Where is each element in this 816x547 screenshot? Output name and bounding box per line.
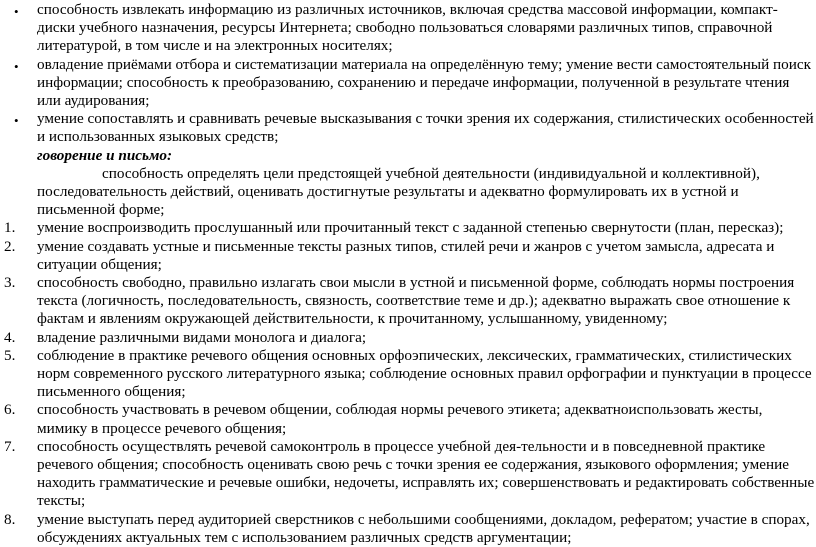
bullet-line: и использованных языковых средств; bbox=[37, 128, 279, 146]
list-number: 5. bbox=[4, 346, 16, 364]
bullet-marker: • bbox=[14, 113, 19, 129]
list-item-line: соблюдение в практике речевого общения основных орфоэпических, лексических, грамматических, стилистических bbox=[37, 346, 792, 364]
bullet-marker: • bbox=[14, 4, 19, 19]
bullet-line: информации; способность к преобразованию, сохранению и передаче информации, полученной в результате чтения bbox=[37, 73, 790, 91]
list-item-line: норм современного русского литературного языка; соблюдение основных правил орфографии и пунктуации в процессе bbox=[37, 365, 812, 382]
list-item-line: способность свободно, правильно излагать свои мысли в устной и письменной форме, соблюдать нормы построения bbox=[37, 274, 795, 291]
list-number: 2. bbox=[4, 237, 16, 255]
list-number: 7. bbox=[4, 437, 16, 455]
list-item-line: текста (логичность, последовательность, связность, соответствие теме и др.); адекватно выражать свое отношение к bbox=[37, 292, 791, 310]
list-number: 8. bbox=[4, 510, 16, 528]
list-item-line: тексты; bbox=[37, 492, 86, 510]
subheading: говорение и письмо: bbox=[37, 146, 173, 164]
list-item-line: ситуации общения; bbox=[37, 255, 162, 273]
list-item-line: способность участвовать в речевом общении, соблюдая нормы речевого этикета; адекватноиспользовать жесты, bbox=[37, 401, 763, 419]
list-item-line: мимику в процессе речевого общения; bbox=[37, 419, 287, 437]
list-number: 3. bbox=[4, 274, 16, 291]
list-item-line: способность осуществлять речевой самоконтроль в процессе учебной дея-тельности и в повседневной практике bbox=[37, 437, 766, 455]
bullet-line: способность извлекать информацию из различных источников, включая средства массовой информации, компакт- bbox=[37, 1, 778, 18]
bullet-line: диски учебного назначения, ресурсы Интернета; свободно пользоваться словарями различных типов, справочной bbox=[37, 19, 773, 37]
list-item-line: владение различными видами монолога и диалога; bbox=[37, 328, 367, 346]
list-number: 1. bbox=[4, 219, 16, 237]
list-item-line: письменного общения; bbox=[37, 383, 186, 401]
bullet-line: овладение приёмами отбора и систематизации материала на определённую тему; умение вести самостоятельный поиск bbox=[37, 55, 811, 73]
bullet-line: литературой, в том числе и на электронных носителях; bbox=[37, 37, 393, 55]
list-item-line: умение выступать перед аудиторией сверстников с небольшими сообщениями, докладом, рефератом; участие в спорах, bbox=[37, 510, 810, 528]
bullet-marker: • bbox=[14, 58, 19, 74]
list-item-line: умение создавать устные и письменные тексты разных типов, стилей речи и жанров с учетом замысла, адресата и bbox=[37, 237, 775, 255]
list-number: 4. bbox=[4, 328, 16, 346]
list-number: 6. bbox=[4, 401, 16, 419]
list-item-line: обсуждениях актуальных тем с использованием различных средств аргументации; bbox=[37, 528, 572, 546]
list-item-line: речевого общения; способность оценивать свою речь с точки зрения ее содержания, языкового оформления; умение bbox=[37, 456, 790, 473]
list-item-line: находить грамматические и речевые ошибки, недочеты, исправлять их; совершенствовать и редактировать собственные bbox=[37, 474, 815, 492]
bullet-line: умение сопоставлять и сравнивать речевые высказывания с точки зрения их содержания, стилистических особенностей bbox=[37, 110, 814, 128]
intro-line: последовательность действий, оценивать достигнутые результаты и адекватно формулировать их в устной и bbox=[37, 183, 739, 200]
intro-line: письменной форме; bbox=[37, 201, 165, 219]
list-item-line: фактам и явлениям окружающей действительности, к прочитанному, услышанному, увиденному; bbox=[37, 310, 668, 328]
intro-line: способность определять цели предстоящей учебной деятельности (индивидуальной и коллективной), bbox=[102, 164, 760, 182]
bullet-line: или аудирования; bbox=[37, 92, 150, 109]
list-item-line: умение воспроизводить прослушанный или прочитанный текст с заданной степенью свернутости (план, пересказ); bbox=[37, 219, 784, 237]
